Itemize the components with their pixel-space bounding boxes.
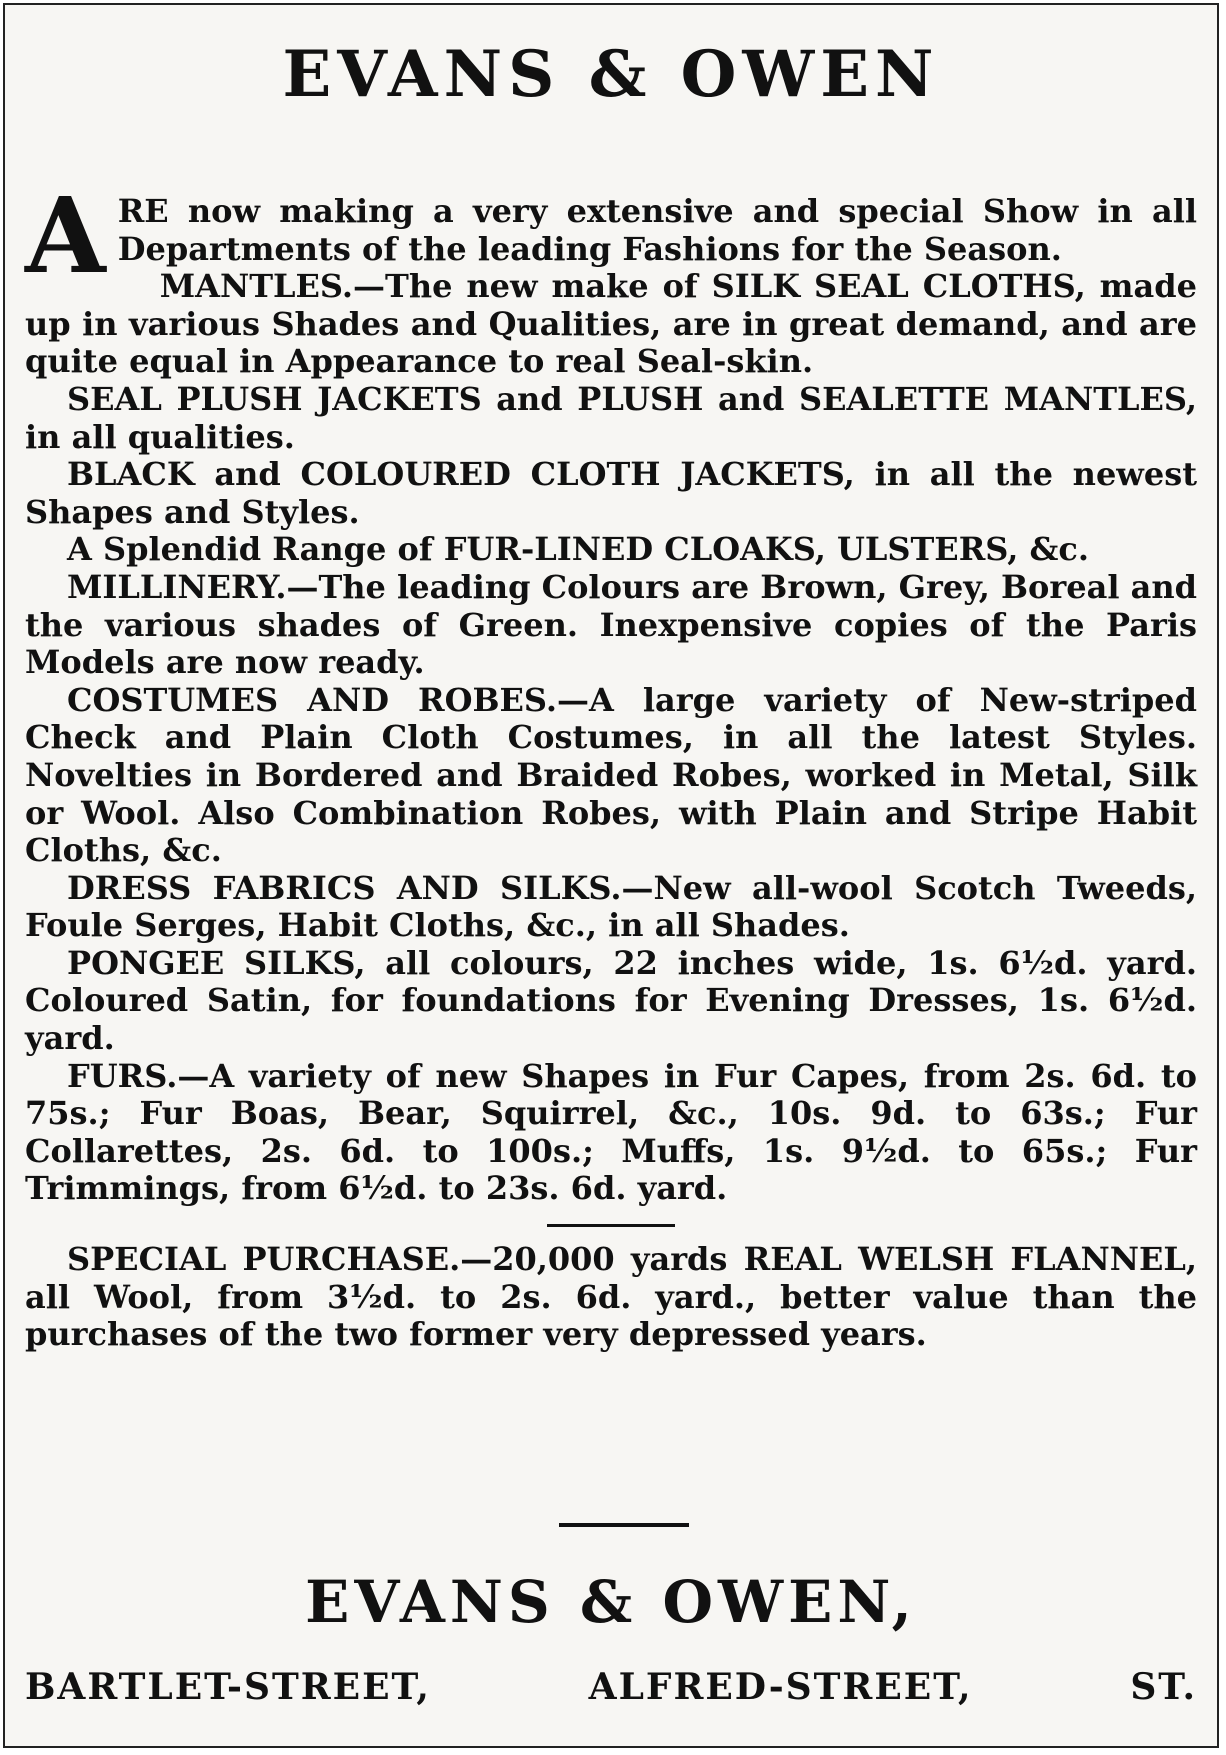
drop-cap: A (25, 174, 106, 297)
address-alfred-street: ALFRED-STREET, (588, 1666, 973, 1708)
section-seal-plush-jackets: SEAL PLUSH JACKETS and PLUSH and SEALETTE MANTLES, in all qualities. (25, 379, 1197, 456)
section-special-purchase: SPECIAL PURCHASE.—20,000 yards REAL WELSH FLANNEL, all Wool, from 3½d. to 2s. 6d. yard., better value than the purchases of the two former very depressed years. (25, 1240, 1197, 1354)
section-costumes-and-robes: COSTUMES AND ROBES.—A large variety of New-striped Check and Plain Cloth Costumes, in all the latest Styles. Novelties in Bordered and Braided Robes, worked in Metal, Silk or Wool. Also Combination Robes, with Plain and Stripe Habit Cloths, &c. (25, 680, 1197, 870)
advertisement-page (3, 3, 1219, 1748)
section-mantles: MANTLES.—The new make of SILK SEAL CLOTHS, made up in various Shades and Qualities, are in great demand, and are quite equal in Appearance to real Seal-skin. (25, 267, 1197, 381)
intro-text: RE now making a very extensive and special Show in all Departments of the leading Fashions for the Season. (117, 192, 1197, 268)
section-millinery: MILLINERY.—The leading Colours are Brown, Grey, Boreal and the various shades of Green. Inexpensive copies of the Paris Models are now ready. (25, 567, 1198, 682)
section-cloth-jackets: BLACK and COLOURED CLOTH JACKETS, in all the newest Shapes and Styles. (25, 455, 1197, 531)
footer-address (25, 1665, 1197, 1709)
footer-divider (559, 1523, 689, 1527)
page-title: EVANS & OWEN (282, 37, 940, 112)
address-st: ST. (1130, 1666, 1197, 1708)
section-furs: FURS.—A variety of new Shapes in Fur Capes, from 2s. 6d. to 75s.; Fur Boas, Bear, Squirrel, &c., 10s. 9d. to 63s.; Fur Collarettes, 2s. 6d. to 100s.; Muffs, 1s. 9½d. to 65s.; Fur Trimmings, from 6½d. to 23s. 6d. yard. (25, 1056, 1197, 1208)
section-fur-lined-cloaks: A Splendid Range of FUR-LINED CLOAKS, ULSTERS, &c. (67, 530, 1090, 569)
address-bartlet-street: BARTLET-STREET, (25, 1666, 431, 1708)
footer-company-name: EVANS & OWEN, (305, 1568, 917, 1636)
section-pongee-silks: PONGEE SILKS, all colours, 22 inches wide, 1s. 6½d. yard. Coloured Satin, for foundations for Evening Dresses, 1s. 6½d. yard. (25, 943, 1197, 1058)
section-dress-fabrics: DRESS FABRICS AND SILKS.—New all-wool Scotch Tweeds, Foule Serges, Habit Cloths, &c., in all Shades. (25, 868, 1197, 945)
intro-paragraph (25, 174, 1197, 297)
section-divider (547, 1224, 675, 1227)
advertisement-body (25, 174, 1198, 1354)
